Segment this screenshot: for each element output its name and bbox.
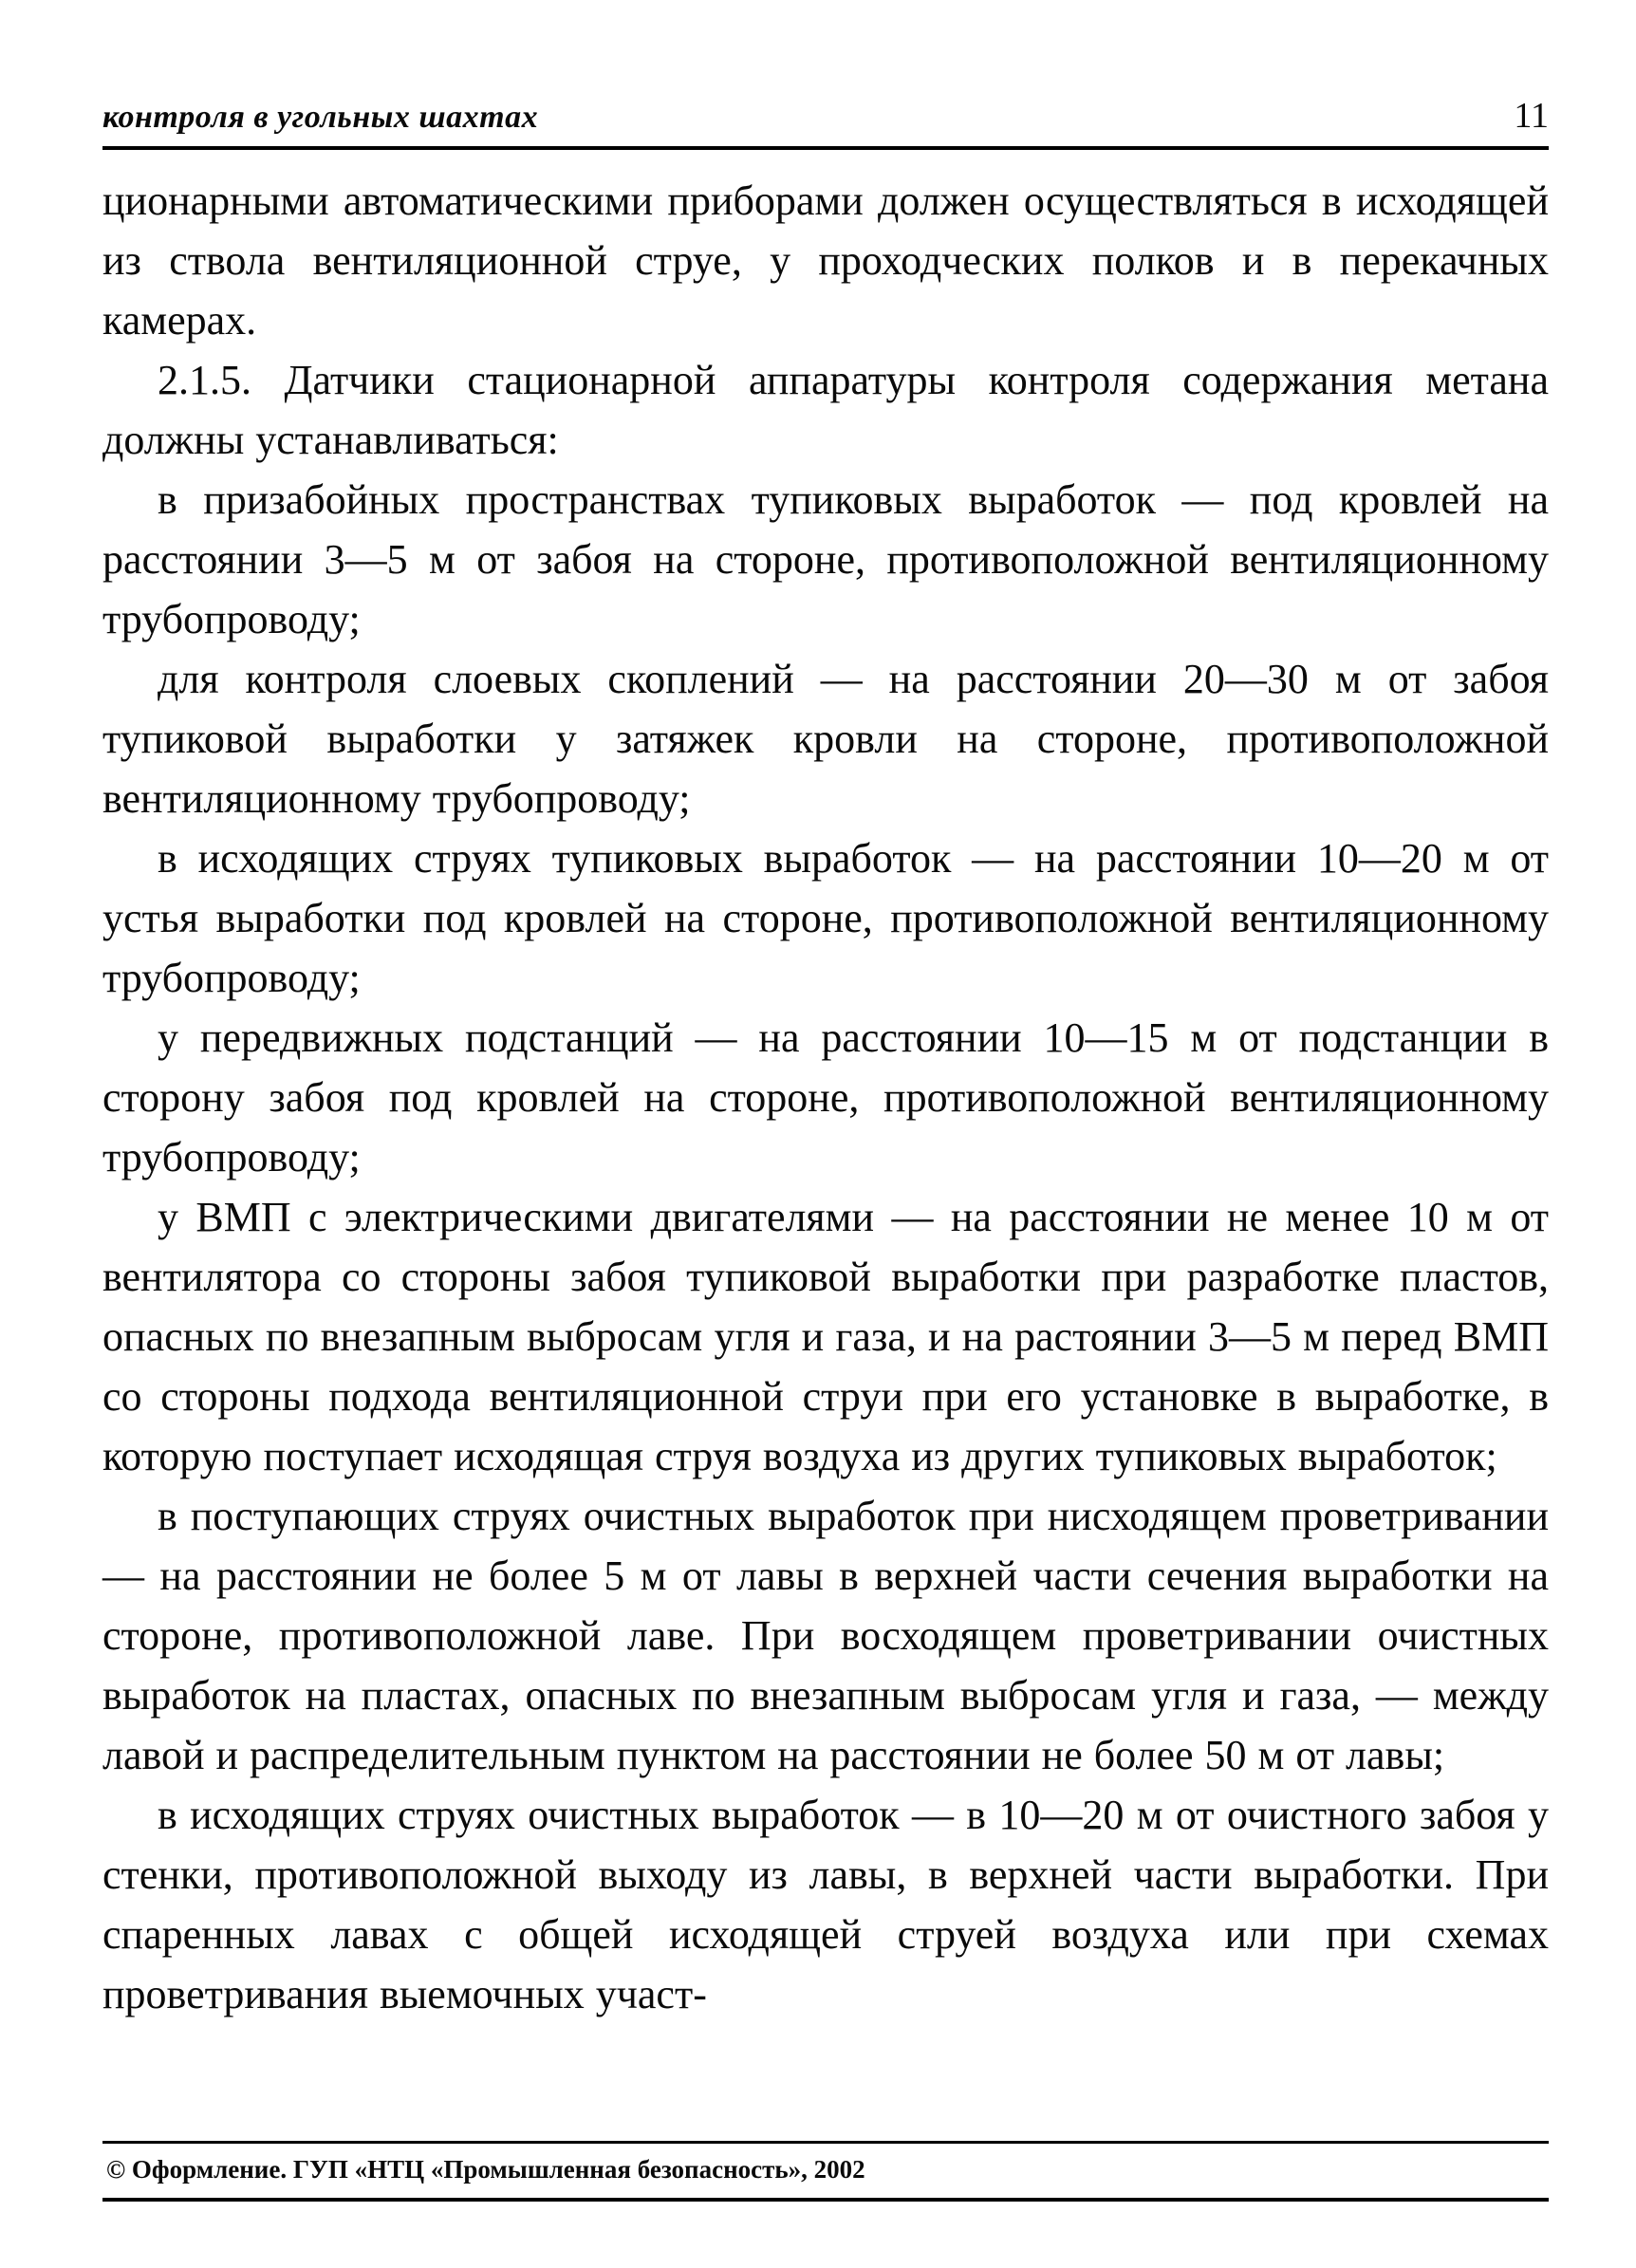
page-footer (102, 2141, 1549, 2202)
body-paragraph: в исходящих струях очистных выработок — в 10—20 м от очистного забоя у стенки, противоположной выходу из лавы, в верхней части выработки. При спаренных лавах с общей исходящей струей воздуха или при схемах проветривания выемочных участ- (102, 1792, 1549, 2017)
body-text (102, 171, 1549, 2024)
body-paragraph: в исходящих струях тупиковых выработок — на расстоянии 10—20 м от устья выработки под кровлей на стороне, противоположной вентиляционному трубопроводу; (102, 835, 1549, 1001)
body-paragraph: в призабойных пространствах тупиковых выработок — под кровлей на расстоянии 3—5 м от забоя на стороне, противоположной вентиляционному трубопроводу; (102, 476, 1549, 642)
page-number: 11 (1514, 96, 1549, 136)
footer-copyright: © Оформление. ГУП «НТЦ «Промышленная безопасность», 2002 (106, 2155, 865, 2184)
running-header (102, 95, 1549, 150)
body-paragraph: ционарными автоматическими приборами должен осуществляться в исходящей из ствола вентиляционной струе, у проходческих полков и в перекачных камерах. (102, 177, 1549, 344)
page-content (102, 95, 1549, 2024)
body-paragraph: в поступающих струях очистных выработок при нисходящем проветривании — на расстоянии не более 5 м от лавы в верхней части сечения выработки на стороне, противоположной лаве. При восходящем проветривании очистных выработок на пластах, опасных по внезапным выбросам угля и газа, — между лавой и распределительным пунктом на расстоянии не более 50 м от лавы; (102, 1493, 1549, 1778)
body-paragraph: у передвижных подстанций — на расстоянии 10—15 м от подстанции в сторону забоя под кровлей на стороне, противоположной вентиляционному трубопроводу; (102, 1014, 1549, 1180)
body-paragraph: 2.1.5. Датчики стационарной аппаратуры контроля содержания метана должны устанавливаться: (102, 357, 1549, 463)
running-header-title: контроля в угольных шахтах (102, 100, 539, 135)
body-paragraph: у ВМП с электрическими двигателями — на расстоянии не менее 10 м от вентилятора со стороны забоя тупиковой выработки при разработке пластов, опасных по внезапным выбросам угля и газа, и на растоянии 3—5 м перед ВМП со стороны подхода вентиляционной струи при его установке в выработке, в которую поступает исходящая струя воздуха из других тупиковых выработок; (102, 1194, 1549, 1479)
body-paragraph: для контроля слоевых скоплений — на расстоянии 20—30 м от забоя тупиковой выработки у затяжек кровли на стороне, противоположной вентиляционному трубопроводу; (102, 656, 1549, 822)
